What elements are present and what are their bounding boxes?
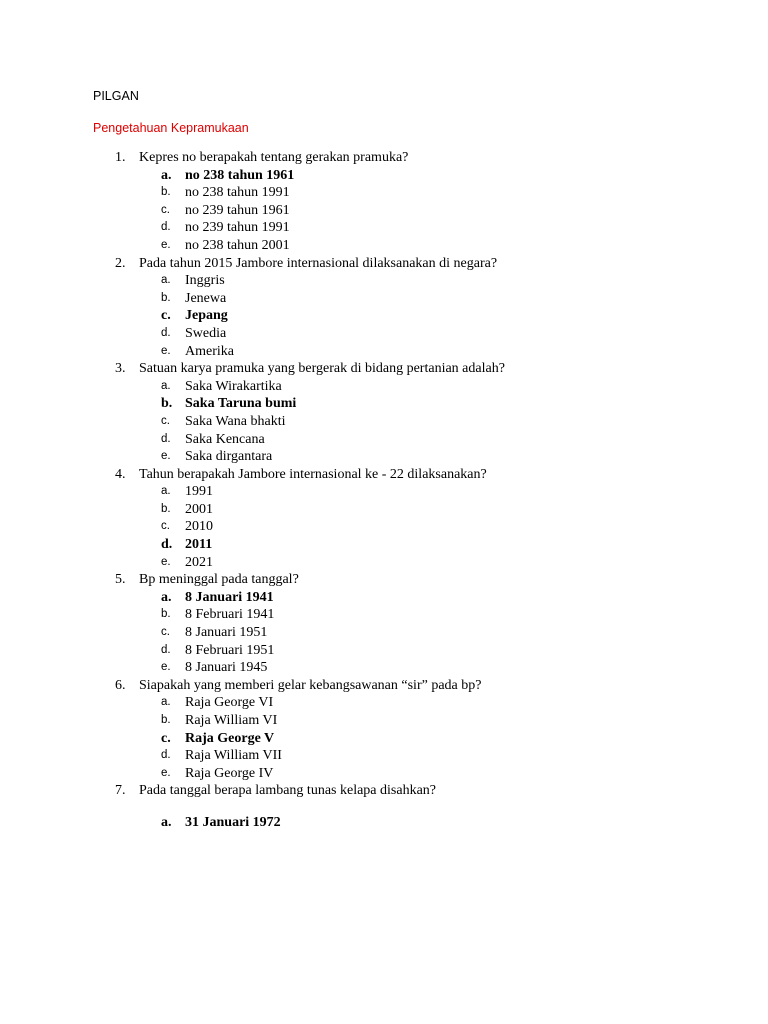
answer-option [0,501,768,519]
document-title: PILGAN [93,89,139,103]
option-letter: d. [161,432,171,445]
option-letter: b. [161,714,171,726]
answer-option [0,290,768,308]
answer-option [0,659,768,677]
option-letter: e. [161,238,171,251]
option-text: 8 Januari 1951 [185,625,268,641]
option-letter: e. [161,450,171,463]
option-text: Inggris [185,273,225,289]
question-text: Tahun berapakah Jambore internasional ke - 22 dilaksanakan? [139,466,487,482]
option-text: Raja George V [185,730,275,746]
option-text: Raja George IV [185,765,274,781]
section-title: Pengetahuan Kepramukaan [93,121,249,135]
option-letter: a. [161,696,171,709]
answer-option [0,483,768,501]
answer-option [0,624,768,642]
answer-option [0,413,768,431]
question-list [0,149,768,832]
option-text: Saka Wana bhakti [185,413,286,429]
answer-option [0,325,768,343]
option-letter: c. [161,730,171,746]
answer-option [0,747,768,765]
question-item [0,360,768,378]
option-letter: d. [161,537,173,553]
question-item [0,677,768,695]
answer-option [0,431,768,449]
option-letter: c. [161,203,170,216]
option-letter: a. [161,589,172,605]
question-item [0,466,768,484]
option-letter: c. [161,414,170,427]
option-letter: b. [161,396,173,412]
option-letter: d. [161,749,171,762]
option-text: Amerika [185,343,234,359]
option-text: 2021 [185,554,213,570]
answer-option [0,202,768,220]
question-item [0,255,768,273]
option-letter: e. [161,555,171,568]
answer-option [0,378,768,396]
answer-option [0,272,768,290]
question-number: 3. [115,361,126,377]
option-text: no 239 tahun 1991 [185,220,290,236]
option-letter: a. [161,485,171,498]
option-letter: c. [161,520,170,533]
option-text: Jepang [185,308,228,324]
option-letter: d. [161,643,171,656]
question-item [0,571,768,589]
option-letter: a. [161,274,171,287]
option-text: 8 Februari 1951 [185,642,275,658]
question-number: 7. [115,783,126,799]
answer-option [0,518,768,536]
option-letter: b. [161,608,171,621]
question-text: Pada tahun 2015 Jambore internasional dilaksanakan di negara? [139,255,498,271]
answer-option [0,606,768,624]
answer-option [0,554,768,572]
answer-option-correct [0,814,768,832]
question-text: Satuan karya pramuka yang bergerak di bidang pertanian adalah? [139,361,505,377]
question-item [0,782,768,800]
answer-option [0,219,768,237]
option-text: no 238 tahun 2001 [185,237,290,253]
question-number: 4. [115,466,126,482]
question-text: Siapakah yang memberi gelar kebangsawanan “sir” pada bp? [139,677,482,693]
option-text: Saka Kencana [185,431,265,447]
option-text: 2001 [185,501,213,517]
option-text: no 239 tahun 1961 [185,202,290,218]
option-text: Swedia [185,325,227,341]
question-number: 6. [115,677,126,693]
answer-option-correct [0,395,768,413]
option-text: no 238 tahun 1991 [185,185,290,201]
option-text: Raja George VI [185,695,274,711]
question-item [0,149,768,167]
spacer [0,800,768,814]
option-letter: b. [161,291,171,304]
answer-option [0,712,768,730]
option-letter: a. [161,167,172,183]
option-letter: a. [161,379,171,392]
option-text: 2010 [185,519,213,535]
question-number: 1. [115,150,126,165]
option-text: 8 Februari 1941 [185,607,275,623]
answer-option-correct [0,536,768,554]
answer-option-correct [0,589,768,607]
option-text: Saka Taruna bumi [185,396,297,412]
answer-option-correct [0,730,768,748]
answer-option [0,184,768,202]
answer-option-correct [0,307,768,325]
question-number: 2. [115,255,126,271]
option-text: 1991 [185,484,213,500]
option-letter: e. [161,344,171,357]
question-text: Kepres no berapakah tentang gerakan pramuka? [139,150,409,165]
option-text: Raja William VII [185,748,282,764]
option-text: Saka Wirakartika [185,378,282,394]
option-text: 8 Januari 1945 [185,660,268,676]
option-letter: b. [161,502,171,515]
question-number: 5. [115,572,126,588]
option-letter: a. [161,814,172,830]
option-text: no 238 tahun 1961 [185,167,295,183]
answer-option [0,694,768,712]
option-letter: e. [161,661,171,674]
option-letter: e. [161,766,171,779]
option-text: Saka dirgantara [185,449,273,465]
option-text: 31 Januari 1972 [185,814,281,830]
option-letter: b. [161,186,171,199]
option-letter: d. [161,221,171,234]
answer-option-correct [0,167,768,185]
option-text: Raja William VI [185,713,278,728]
question-text: Pada tanggal berapa lambang tunas kelapa disahkan? [139,783,436,799]
answer-option [0,343,768,361]
option-text: Jenewa [185,290,227,306]
answer-option [0,237,768,255]
option-letter: d. [161,326,171,339]
answer-option [0,765,768,783]
option-letter: c. [161,308,171,324]
answer-option [0,642,768,660]
question-text: Bp meninggal pada tanggal? [139,572,299,588]
option-text: 8 Januari 1941 [185,589,274,605]
answer-option [0,448,768,466]
option-text: 2011 [185,537,213,553]
option-letter: c. [161,626,170,639]
